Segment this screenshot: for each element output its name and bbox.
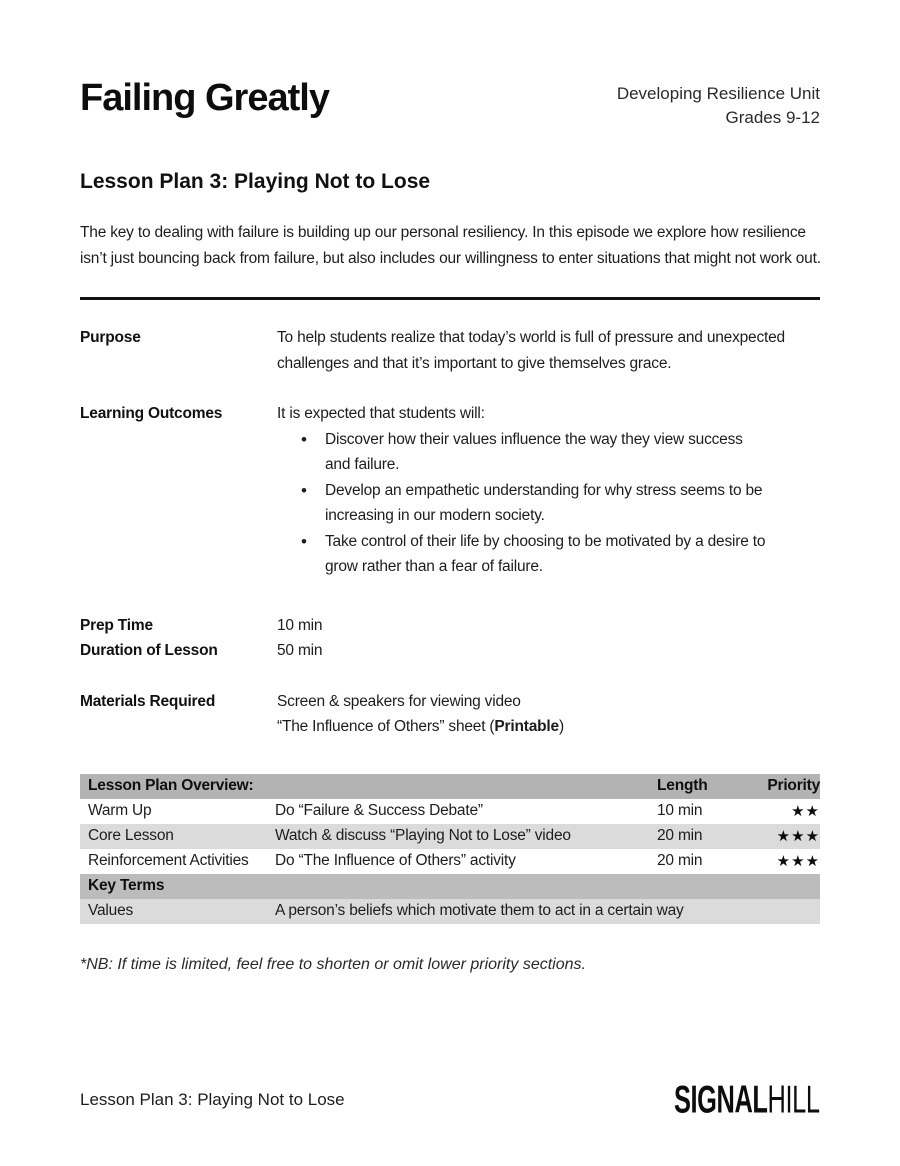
document-header <box>80 0 820 130</box>
lesson-intro: The key to dealing with failure is building up our personal resiliency. In this episode we explore how resilience isn’t just bouncing back from failure, but also includes our willingness to enter situations that might not work out. <box>80 224 821 267</box>
outcome-item: • Develop an empathetic understanding for why stress seems to be increasing in our modern society. <box>277 478 767 529</box>
duration-label: Duration of Lesson <box>80 642 218 659</box>
activity-cell: Reinforcement Activities <box>88 852 249 869</box>
logo-hill-text: HILL <box>767 1077 820 1122</box>
materials-line-2 <box>277 714 820 740</box>
lesson-heading: Lesson Plan 3: Playing Not to Lose <box>80 170 431 193</box>
materials-printable-label: Printable <box>494 718 559 735</box>
priority-note: *NB: If time is limited, feel free to shorten or omit lower priority sections. <box>80 955 586 973</box>
materials-content <box>277 689 820 740</box>
outcome-item: • Take control of their life by choosing to be motivated by a desire to grow rather than a fear of failure. <box>277 529 767 580</box>
materials-row <box>80 689 820 740</box>
key-term-row <box>80 899 820 924</box>
purpose-label: Purpose <box>80 329 141 346</box>
description-cell: Do “Failure & Success Debate” <box>275 802 483 819</box>
activity-cell: Warm Up <box>88 802 152 819</box>
definition-cell: A person’s beliefs which motivate them to act in a certain way <box>275 902 684 919</box>
signal-hill-logo <box>674 1078 820 1123</box>
learning-outcomes-content <box>277 401 820 580</box>
materials-line-2-close: ) <box>558 718 564 735</box>
section-divider <box>80 297 820 300</box>
column-header-priority: Priority <box>767 777 821 794</box>
materials-line-1: Screen & speakers for viewing video <box>277 692 521 710</box>
materials-label: Materials Required <box>80 692 216 710</box>
logo-signal-text: SIGNAL <box>674 1077 768 1122</box>
outcomes-list <box>277 427 767 580</box>
table-row <box>80 849 820 874</box>
priority-stars: ★★★ <box>776 828 821 845</box>
priority-stars: ★★★ <box>776 853 821 870</box>
length-cell: 20 min <box>657 852 703 869</box>
document-title: Failing Greatly <box>80 77 329 119</box>
description-cell: Do “The Influence of Others” activity <box>275 852 516 869</box>
column-header-length: Length <box>657 777 708 794</box>
footer-page-title: Lesson Plan 3: Playing Not to Lose <box>80 1090 345 1109</box>
lesson-details <box>80 325 820 740</box>
length-cell: 10 min <box>657 802 703 819</box>
learning-outcomes-label: Learning Outcomes <box>80 405 223 422</box>
key-terms-title: Key Terms <box>88 877 165 894</box>
unit-name: Developing Resilience Unit <box>616 84 820 103</box>
prep-time-label: Prep Time <box>80 616 153 634</box>
grade-range: Grades 9-12 <box>725 108 820 127</box>
purpose-text: To help students realize that today’s world is full of pressure and unexpected challenges and that it’s important to give themselves grace. <box>277 329 785 372</box>
learning-outcomes-row <box>80 401 820 580</box>
duration-value: 50 min <box>277 642 323 659</box>
term-cell: Values <box>88 902 134 919</box>
table-row <box>80 824 820 849</box>
table-row <box>80 799 820 824</box>
table-header-row <box>80 774 820 799</box>
length-cell: 20 min <box>657 827 703 844</box>
prep-time-row <box>80 613 820 639</box>
table-title: Lesson Plan Overview: <box>88 777 254 794</box>
outcome-item: • Discover how their values influence the way they view success and failure. <box>277 427 767 478</box>
materials-line-2-text: “The Influence of Others” sheet ( <box>277 718 495 735</box>
description-cell: Watch & discuss “Playing Not to Lose” video <box>275 827 571 844</box>
prep-time-value: 10 min <box>277 616 323 634</box>
key-terms-header-row <box>80 874 820 899</box>
priority-stars: ★★ <box>791 803 821 820</box>
document-footer <box>80 1077 820 1122</box>
outcomes-intro: It is expected that students will: <box>277 405 485 422</box>
purpose-row <box>80 325 820 376</box>
lesson-plan-overview-table <box>80 774 820 924</box>
unit-info <box>617 78 820 130</box>
activity-cell: Core Lesson <box>88 827 174 844</box>
duration-row <box>80 638 820 664</box>
